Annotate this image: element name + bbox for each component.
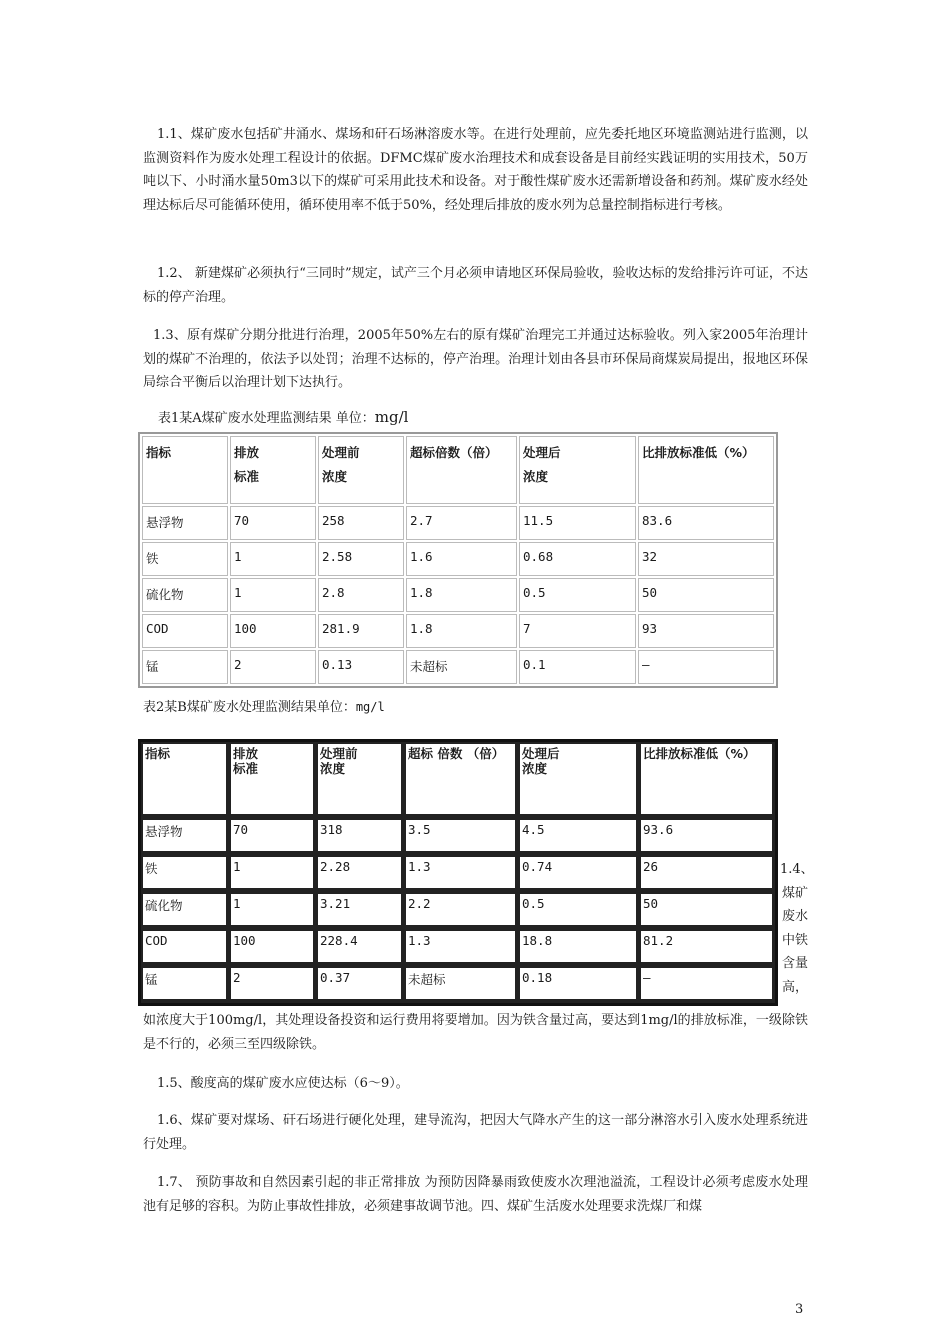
table-cell: 318 bbox=[316, 818, 404, 855]
table-row bbox=[141, 966, 775, 1003]
table-cell: 悬浮物 bbox=[141, 818, 229, 855]
table-cell: 1.8 bbox=[406, 578, 517, 612]
table2-header-cell: 指标 bbox=[141, 742, 229, 818]
table-cell: COD bbox=[141, 929, 229, 966]
table-cell: 83.6 bbox=[638, 506, 774, 540]
table2-header-cell bbox=[229, 742, 316, 818]
table-cell: 100 bbox=[230, 614, 316, 648]
table-cell: 3.5 bbox=[404, 818, 518, 855]
table1-header-row bbox=[142, 436, 774, 504]
paragraph-1-4-wrapped-start: 1.4、煤矿废水中铁含量高， bbox=[780, 862, 814, 995]
table-row bbox=[141, 929, 775, 966]
table-cell: 1.8 bbox=[406, 614, 517, 648]
table-cell: 硫化物 bbox=[142, 578, 228, 612]
paragraph-1-4: 如浓度大于100mg/l，其处理设备投资和运行费用将要增加。因为铁含量过高，要达到1mg/l的排放标准，一级除铁是不行的，必须三至四级除铁。 bbox=[143, 1013, 808, 1052]
paragraph-1-5: 1.5、酸度高的煤矿废水应使达标（6～9）。 bbox=[157, 1076, 409, 1091]
table-cell: 1 bbox=[229, 855, 316, 892]
header-text: 排放 标准 bbox=[234, 445, 260, 484]
table-cell: 26 bbox=[639, 855, 775, 892]
table-cell: 258 bbox=[318, 506, 404, 540]
table-cell: 1 bbox=[230, 578, 316, 612]
table-cell: 铁 bbox=[141, 855, 229, 892]
table-cell: 0.68 bbox=[519, 542, 636, 576]
table-cell: 未超标 bbox=[404, 966, 518, 1003]
table-row bbox=[141, 818, 775, 855]
paragraph-1-3: 1.3、原有煤矿分期分批进行治理，2005年50%左右的原有煤矿治理完工并通过达标验收。列入家2005年治理计划的煤矿不治理的，依法予以处罚；治理不达标的，停产治理。治理计划由各县市环保局商煤炭局提出，报地区环保局综合平衡后以治理计划下达执行。 bbox=[143, 328, 808, 390]
table-cell: 81.2 bbox=[639, 929, 775, 966]
table-cell: 32 bbox=[638, 542, 774, 576]
table-cell: 2.2 bbox=[404, 892, 518, 929]
table-cell: 0.74 bbox=[518, 855, 639, 892]
header-text: 处理后 浓度 bbox=[523, 445, 561, 484]
table-cell: 1 bbox=[229, 892, 316, 929]
table1-header-cell: 指标 bbox=[142, 436, 228, 504]
table-cell: 2 bbox=[229, 966, 316, 1003]
header-text: 排放 标准 bbox=[233, 746, 259, 776]
table1-caption-text: 表1某A煤矿废水处理监测结果 单位： bbox=[158, 411, 375, 426]
table-row bbox=[142, 542, 774, 576]
table-cell: 1.3 bbox=[404, 855, 518, 892]
table-cell: 11.5 bbox=[519, 506, 636, 540]
paragraph-1-6: 1.6、煤矿要对煤场、矸石场进行硬化处理，建导流沟，把因大气降水产生的这一部分淋溶水引入废水处理系统进行处理。 bbox=[143, 1113, 808, 1152]
table-cell: 0.5 bbox=[519, 578, 636, 612]
table-cell: COD bbox=[142, 614, 228, 648]
table-cell: 4.5 bbox=[518, 818, 639, 855]
table2-header-row bbox=[141, 742, 775, 818]
table-2 bbox=[138, 739, 778, 1006]
table-cell: 281.9 bbox=[318, 614, 404, 648]
table-cell: 70 bbox=[230, 506, 316, 540]
table-cell: 2.7 bbox=[406, 506, 517, 540]
table1-header-cell bbox=[519, 436, 636, 504]
table-cell: 未超标 bbox=[406, 650, 517, 684]
header-text: 处理前 浓度 bbox=[320, 746, 358, 776]
table-row bbox=[142, 650, 774, 684]
table-cell: 2 bbox=[230, 650, 316, 684]
table-cell: 锰 bbox=[141, 966, 229, 1003]
paragraph-1-7: 1.7、 预防事故和自然因素引起的非正常排放 为预防因降暴雨致使废水次理池溢流，工程设计必须考虑废水处理池有足够的容积。为防止事故性排放，必须建事故调节池。四、煤矿生活废水处理要求洗煤厂和煤 bbox=[143, 1175, 808, 1214]
table-cell: — bbox=[638, 650, 774, 684]
page-number: 3 bbox=[795, 1302, 804, 1317]
table1-header-cell bbox=[230, 436, 316, 504]
table-cell: 2.8 bbox=[318, 578, 404, 612]
table2-header-cell: 超标 倍数 （倍） bbox=[404, 742, 518, 818]
table-cell: 0.5 bbox=[518, 892, 639, 929]
header-text: 处理后 浓度 bbox=[522, 746, 560, 776]
table-cell: 1.6 bbox=[406, 542, 517, 576]
table-cell: 7 bbox=[519, 614, 636, 648]
table2-header-cell bbox=[316, 742, 404, 818]
table1-header-cell: 比排放标准低（%） bbox=[638, 436, 774, 504]
table-cell: 100 bbox=[229, 929, 316, 966]
table2-caption bbox=[143, 696, 385, 715]
table-cell: 2.58 bbox=[318, 542, 404, 576]
table1-header-cell bbox=[318, 436, 404, 504]
table-cell: 0.37 bbox=[316, 966, 404, 1003]
table2-caption-unit: mg/l bbox=[355, 700, 385, 714]
table-cell: 悬浮物 bbox=[142, 506, 228, 540]
table-cell: 1 bbox=[230, 542, 316, 576]
table-cell: 228.4 bbox=[316, 929, 404, 966]
table-row bbox=[142, 614, 774, 648]
table-cell: — bbox=[639, 966, 775, 1003]
table-1 bbox=[138, 432, 778, 688]
table-cell: 50 bbox=[638, 578, 774, 612]
table2-header-cell: 比排放标准低（%） bbox=[639, 742, 775, 818]
table-cell: 0.13 bbox=[318, 650, 404, 684]
table-cell: 锰 bbox=[142, 650, 228, 684]
table-cell: 3.21 bbox=[316, 892, 404, 929]
table1-caption bbox=[158, 407, 408, 426]
table-cell: 93.6 bbox=[639, 818, 775, 855]
table-row bbox=[141, 855, 775, 892]
table-cell: 70 bbox=[229, 818, 316, 855]
table-cell: 18.8 bbox=[518, 929, 639, 966]
table-row bbox=[142, 506, 774, 540]
table-cell: 0.18 bbox=[518, 966, 639, 1003]
table-row bbox=[141, 892, 775, 929]
table2-caption-text: 表2某B煤矿废水处理监测结果单位： bbox=[143, 700, 356, 715]
table1-caption-unit: mg/l bbox=[374, 408, 409, 426]
table1-header-cell: 超标倍数（倍） bbox=[406, 436, 517, 504]
paragraph-1-2: 1.2、 新建煤矿必须执行“三同时”规定，试产三个月必须申请地区环保局验收，验收达标的发给排污许可证，不达标的停产治理。 bbox=[143, 266, 808, 305]
table-cell: 0.1 bbox=[519, 650, 636, 684]
table2-header-cell bbox=[518, 742, 639, 818]
table-cell: 2.28 bbox=[316, 855, 404, 892]
table-cell: 1.3 bbox=[404, 929, 518, 966]
table-row bbox=[142, 578, 774, 612]
table-cell: 硫化物 bbox=[141, 892, 229, 929]
table-cell: 50 bbox=[639, 892, 775, 929]
header-text: 处理前 浓度 bbox=[322, 445, 360, 484]
table-cell: 铁 bbox=[142, 542, 228, 576]
table-cell: 93 bbox=[638, 614, 774, 648]
paragraph-1-1: 1.1、煤矿废水包括矿井涌水、煤场和矸石场淋溶废水等。在进行处理前，应先委托地区环境监测站进行监测，以监测资料作为废水处理工程设计的依据。DFMC煤矿废水治理技术和成套设备是目前经实践证明的实用技术，50万吨以下、小时涌水量50m3以下的煤矿可采用此技术和设备。对于酸性煤矿废水还需新增设备和药剂。煤矿废水经处理达标后尽可能循环使用，循环使用率不低于50%，经处理后排放的废水列为总量控制指标进行考核。 bbox=[143, 127, 808, 213]
